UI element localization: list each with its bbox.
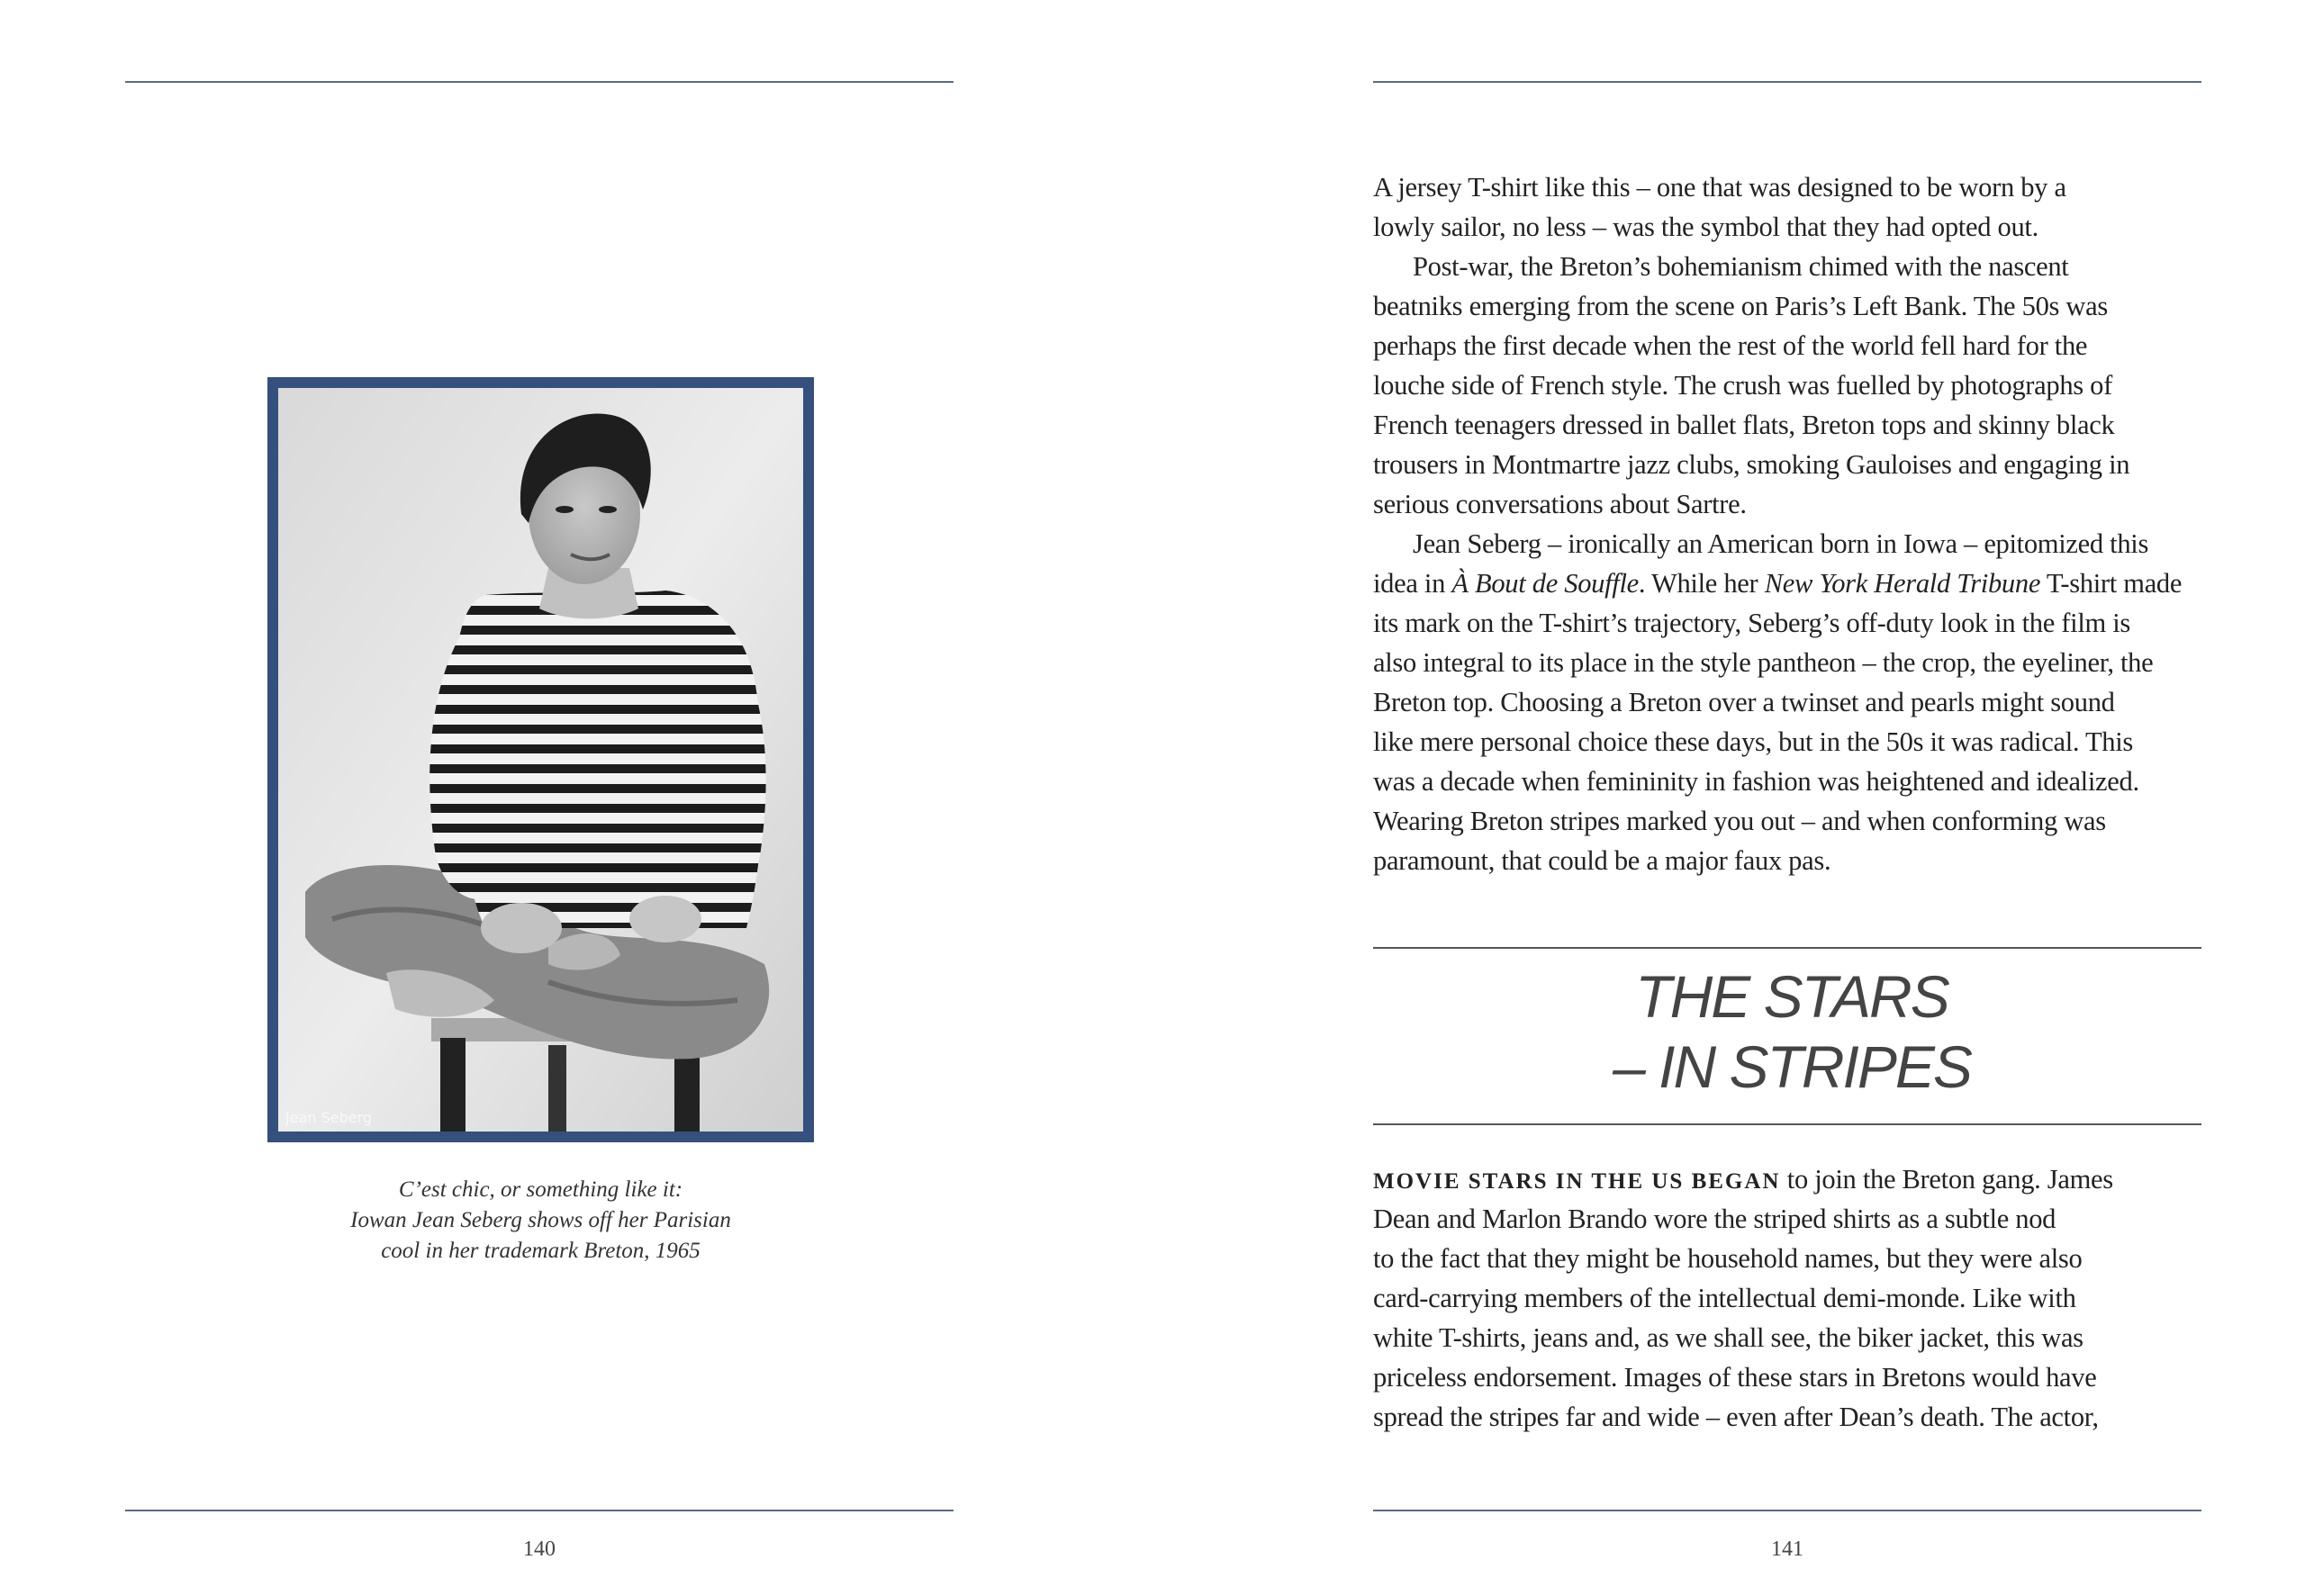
- paragraph-line: white T-shirts, jeans and, as we shall see, the biker jacket, this was: [1373, 1322, 2084, 1353]
- paragraph-line: [1373, 564, 2210, 603]
- lead-in: MOVIE STARS IN THE US BEGAN: [1373, 1169, 1781, 1194]
- jean-seberg-photo: [278, 388, 803, 1132]
- paragraph-line: card-carrying members of the intellectual demi-monde. Like with: [1373, 1283, 2076, 1313]
- paragraph-line: was a decade when femininity in fashion was heightened and idealized.: [1373, 766, 2139, 797]
- right-bottom-rule: [1373, 1510, 2201, 1511]
- paragraph-line: louche side of French style. The crush was fuelled by photographs of: [1373, 370, 2112, 401]
- photo-frame: [267, 377, 814, 1142]
- paragraph-line: Post-war, the Breton’s bohemianism chimed with the nascent: [1413, 251, 2069, 282]
- paragraph-line: French teenagers dressed in ballet flats, Breton tops and skinny black: [1373, 410, 2115, 440]
- text-run: . While her: [1638, 568, 1765, 599]
- paragraph-line: lowly sailor, no less – was the symbol that they had opted out.: [1373, 212, 2038, 242]
- paragraph-line: Breton top. Choosing a Breton over a twinset and pearls might sound: [1373, 687, 2115, 717]
- paragraph-line: its mark on the T-shirt’s trajectory, Seberg’s off-duty look in the film is: [1373, 608, 2131, 638]
- page-number-right: 141: [1771, 1537, 1803, 1561]
- paragraph-line: paramount, that could be a major faux pas.: [1373, 845, 1831, 876]
- paragraph-line: to the fact that they might be household names, but they were also: [1373, 1243, 2083, 1274]
- text-run: idea in: [1373, 568, 1452, 599]
- newspaper-title: New York Herald Tribune: [1764, 568, 2041, 599]
- heading-line: THE STARS: [1635, 963, 1948, 1030]
- body-text-top: [1373, 167, 2210, 880]
- paragraph-line: Wearing Breton stripes marked you out – and when conforming was: [1373, 806, 2106, 836]
- paragraph-line: trousers in Montmartre jazz clubs, smoking Gauloises and engaging in: [1373, 449, 2130, 480]
- photo-caption: [267, 1175, 814, 1267]
- section-heading: [1373, 961, 2210, 1102]
- paragraph-line: perhaps the first decade when the rest of the world fell hard for the: [1373, 330, 2088, 361]
- paragraph-line: Jean Seberg – ironically an American born in Iowa – epitomized this: [1413, 528, 2149, 559]
- caption-line: C’est chic, or something like it:: [398, 1177, 683, 1202]
- body-text-bottom: [1373, 1159, 2210, 1437]
- paragraph-line: [1373, 1159, 2210, 1199]
- caption-line: Iowan Jean Seberg shows off her Parisian: [350, 1208, 731, 1232]
- paragraph-line: like mere personal choice these days, but in the 50s it was radical. This: [1373, 726, 2134, 757]
- text-run: to join the Breton gang. James: [1780, 1164, 2113, 1195]
- paragraph-line: A jersey T-shirt like this – one that was designed to be worn by a: [1373, 172, 2066, 203]
- left-bottom-rule: [125, 1510, 954, 1511]
- heading-line: – IN STRIPES: [1613, 1033, 1971, 1100]
- left-top-rule: [125, 81, 954, 83]
- paragraph-line: priceless endorsement. Images of these stars in Bretons would have: [1373, 1362, 2097, 1393]
- page-number-left: 140: [523, 1537, 556, 1561]
- caption-line: cool in her trademark Breton, 1965: [381, 1239, 701, 1263]
- heading-bottom-rule: [1373, 1123, 2201, 1125]
- film-title: À Bout de Souffle: [1451, 568, 1639, 599]
- photo-watermark: Jean Seberg: [285, 1109, 373, 1126]
- paragraph-line: also integral to its place in the style pantheon – the crop, the eyeliner, the: [1373, 647, 2154, 678]
- paragraph-line: beatniks emerging from the scene on Paris’s Left Bank. The 50s was: [1373, 291, 2108, 321]
- paragraph-line: serious conversations about Sartre.: [1373, 489, 1747, 519]
- text-run: T-shirt made: [2040, 568, 2183, 599]
- paragraph-line: Dean and Marlon Brando wore the striped shirts as a subtle nod: [1373, 1204, 2056, 1234]
- paragraph-line: spread the stripes far and wide – even after Dean’s death. The actor,: [1373, 1402, 2099, 1432]
- right-top-rule: [1373, 81, 2201, 83]
- heading-top-rule: [1373, 947, 2201, 949]
